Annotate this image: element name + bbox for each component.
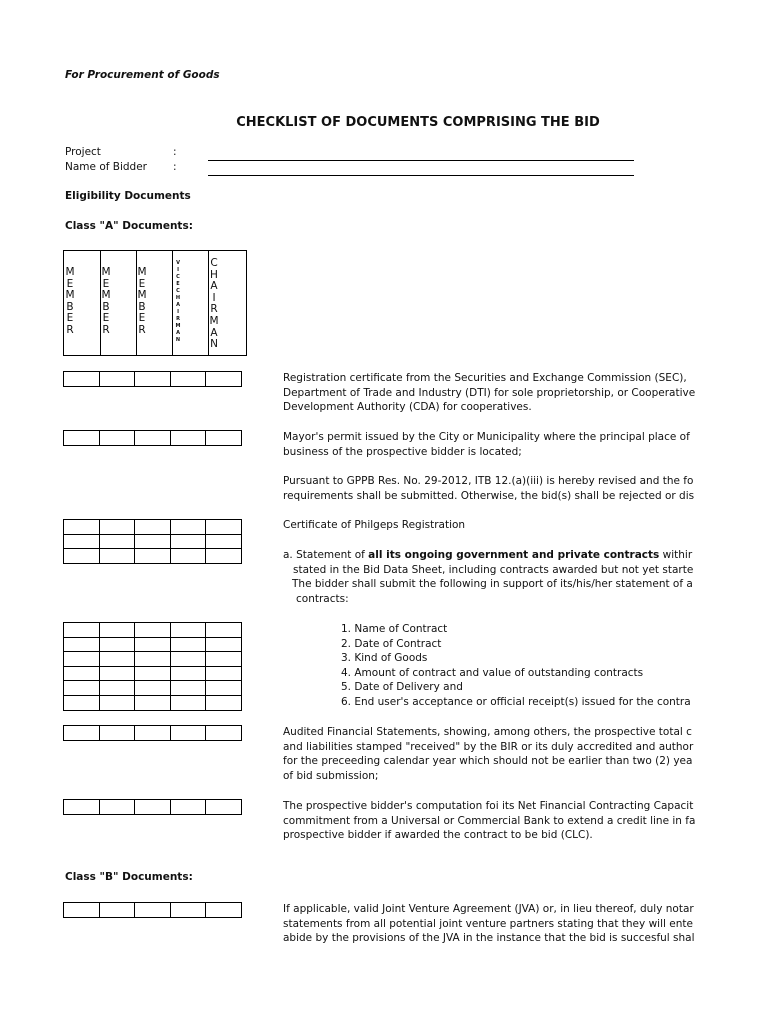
checkbox-cell[interactable]: [64, 666, 100, 681]
checkbox-cell[interactable]: [206, 549, 242, 564]
checkbox-cell[interactable]: [135, 652, 171, 667]
checkbox-cell[interactable]: [64, 695, 100, 710]
checkbox-cell[interactable]: [99, 372, 135, 387]
checkbox-cell[interactable]: [64, 903, 100, 918]
bidder-colon: :: [173, 161, 177, 173]
checkbox-cell[interactable]: [170, 666, 206, 681]
checkbox-cell[interactable]: [99, 534, 135, 549]
checkbox-cell[interactable]: [206, 431, 242, 446]
checkbox-cell[interactable]: [99, 549, 135, 564]
eligibility-heading: Eligibility Documents: [65, 190, 191, 202]
bidder-input-line[interactable]: [208, 175, 634, 176]
class-a-heading: Class "A" Documents:: [65, 220, 193, 232]
checkbox-cell[interactable]: [170, 637, 206, 652]
checkbox-cell[interactable]: [170, 520, 206, 535]
checkbox-cell[interactable]: [170, 431, 206, 446]
checkbox-cell[interactable]: [206, 623, 242, 638]
list-item: 4. Amount of contract and value of outstanding contracts: [341, 666, 644, 679]
checkbox-cell[interactable]: [206, 695, 242, 710]
document-subtitle: For Procurement of Goods: [65, 69, 220, 81]
project-input-line[interactable]: [208, 160, 634, 161]
checkbox-cell[interactable]: [99, 666, 135, 681]
list-item: 2. Date of Contract: [341, 637, 442, 650]
checkbox-cell[interactable]: [206, 681, 242, 696]
checkbox-cell[interactable]: [64, 726, 100, 741]
checkbox-cell[interactable]: [99, 637, 135, 652]
checkbox-cell[interactable]: [64, 431, 100, 446]
checkbox-cell[interactable]: [170, 903, 206, 918]
checkbox-cell[interactable]: [135, 637, 171, 652]
checkbox-cell[interactable]: [170, 726, 206, 741]
checkbox-cell[interactable]: [135, 903, 171, 918]
checkbox-cell[interactable]: [99, 800, 135, 815]
checkbox-cell[interactable]: [64, 372, 100, 387]
checkbox-cell[interactable]: [206, 666, 242, 681]
checkbox-cell[interactable]: [64, 637, 100, 652]
column-header-chairman: C H A I R M A N: [209, 257, 219, 351]
project-colon: :: [173, 146, 177, 158]
checkbox-cell[interactable]: [135, 681, 171, 696]
checkbox-cell[interactable]: [64, 800, 100, 815]
item-audited-financials: Audited Financial Statements, showing, among others, the prospective total c and liabilities stamped "received" by the BIR or its duly accredited and author for the preceeding calendar year which should not be earlier than two (2) yea of bid submission;: [283, 726, 694, 782]
checkbox-cell[interactable]: [99, 652, 135, 667]
list-item: 6. End user's acceptance or official receipt(s) issued for the contra: [341, 695, 691, 708]
checkbox-cell[interactable]: [206, 534, 242, 549]
checkbox-cell[interactable]: [135, 666, 171, 681]
checkbox-cell[interactable]: [206, 372, 242, 387]
checkbox-cell[interactable]: [64, 623, 100, 638]
checkbox-cell[interactable]: [170, 695, 206, 710]
checkbox-cell[interactable]: [64, 681, 100, 696]
checkbox-cell[interactable]: [99, 623, 135, 638]
checkbox-cell[interactable]: [206, 800, 242, 815]
checklist-grid-contracts: [63, 622, 242, 711]
checkbox-cell[interactable]: [135, 726, 171, 741]
checkbox-cell[interactable]: [99, 520, 135, 535]
committee-header: [63, 250, 247, 356]
checkbox-cell[interactable]: [135, 372, 171, 387]
contract-requirements-list: [341, 622, 695, 710]
checkbox-cell[interactable]: [135, 800, 171, 815]
column-header-vice-chairman: V I C E C H A I R M A N: [175, 260, 181, 343]
checkbox-cell[interactable]: [99, 726, 135, 741]
checklist-grid-sec: [63, 371, 242, 387]
column-header-member-2: M E M B E R: [101, 266, 111, 336]
checkbox-cell[interactable]: [135, 695, 171, 710]
checkbox-cell[interactable]: [170, 681, 206, 696]
checkbox-cell[interactable]: [135, 623, 171, 638]
item-joint-venture: If applicable, valid Joint Venture Agreement (JVA) or, in lieu thereof, duly notar statements from all potential joint venture partners stating that they will ente abide by the provisions of the JVA in the instance that the bid is succesful shal: [283, 903, 695, 945]
checkbox-cell[interactable]: [135, 534, 171, 549]
checkbox-cell[interactable]: [170, 623, 206, 638]
checkbox-cell[interactable]: [64, 534, 100, 549]
checkbox-cell[interactable]: [135, 549, 171, 564]
checkbox-cell[interactable]: [99, 431, 135, 446]
checkbox-cell[interactable]: [135, 520, 171, 535]
checkbox-cell[interactable]: [170, 800, 206, 815]
checklist-grid-philgeps: [63, 519, 242, 564]
checkbox-cell[interactable]: [99, 903, 135, 918]
page-title: CHECKLIST OF DOCUMENTS COMPRISING THE BID: [236, 115, 600, 130]
checkbox-cell[interactable]: [206, 520, 242, 535]
checkbox-cell[interactable]: [64, 652, 100, 667]
checkbox-cell[interactable]: [170, 652, 206, 667]
checkbox-cell[interactable]: [206, 726, 242, 741]
checkbox-cell[interactable]: [135, 431, 171, 446]
checkbox-cell[interactable]: [170, 549, 206, 564]
list-item: 5. Date of Delivery and: [341, 681, 463, 694]
checklist-grid-nfcc: [63, 799, 242, 815]
bidder-label: Name of Bidder: [65, 161, 148, 173]
checklist-grid-mayor: [63, 430, 242, 446]
column-header-member-3: M E M B E R: [137, 266, 147, 336]
checklist-grid-jva: [63, 902, 242, 918]
checkbox-cell[interactable]: [206, 637, 242, 652]
item-ongoing-contracts: a. Statement of all its ongoing government and private contracts withir stated in the Bid Data Sheet, including contracts awarded but not yet starte The bidder shall submit the following in support of its/his/her statement of a contracts:: [283, 549, 694, 605]
checkbox-cell[interactable]: [99, 681, 135, 696]
checklist-grid-audited: [63, 725, 242, 741]
column-header-member-1: M E M B E R: [65, 266, 75, 336]
checkbox-cell[interactable]: [170, 534, 206, 549]
checkbox-cell[interactable]: [170, 372, 206, 387]
list-item: 1. Name of Contract: [341, 623, 448, 635]
checkbox-cell[interactable]: [206, 652, 242, 667]
project-label: Project: [65, 146, 101, 158]
item-mayors-permit: Mayor's permit issued by the City or Municipality where the principal place of business of the prospective bidder is located;: [283, 431, 690, 458]
item-sec-registration: Registration certificate from the Securities and Exchange Commission (SEC), Department of Trade and Industry (DTI) for sole proprietorship, or Cooperative Development Authority (CDA) for cooperatives.: [283, 372, 695, 414]
checkbox-cell[interactable]: [64, 520, 100, 535]
item-philgeps-certificate: Certificate of Philgeps Registration: [283, 519, 466, 531]
list-item: 3. Kind of Goods: [341, 652, 428, 665]
checkbox-cell[interactable]: [64, 549, 100, 564]
class-b-heading: Class "B" Documents:: [65, 871, 193, 883]
item-gppb-resolution: Pursuant to GPPB Res. No. 29-2012, ITB 12.(a)(iii) is hereby revised and the fo requirements shall be submitted. Otherwise, the bid(s) shall be rejected or dis: [283, 475, 695, 502]
checkbox-cell[interactable]: [99, 695, 135, 710]
checkbox-cell[interactable]: [206, 903, 242, 918]
item-nfcc: The prospective bidder's computation foi its Net Financial Contracting Capacit commitment from a Universal or Commercial Bank to extend a credit line in fa prospective bidder if awarded the contract to be bid (CLC).: [283, 800, 695, 842]
